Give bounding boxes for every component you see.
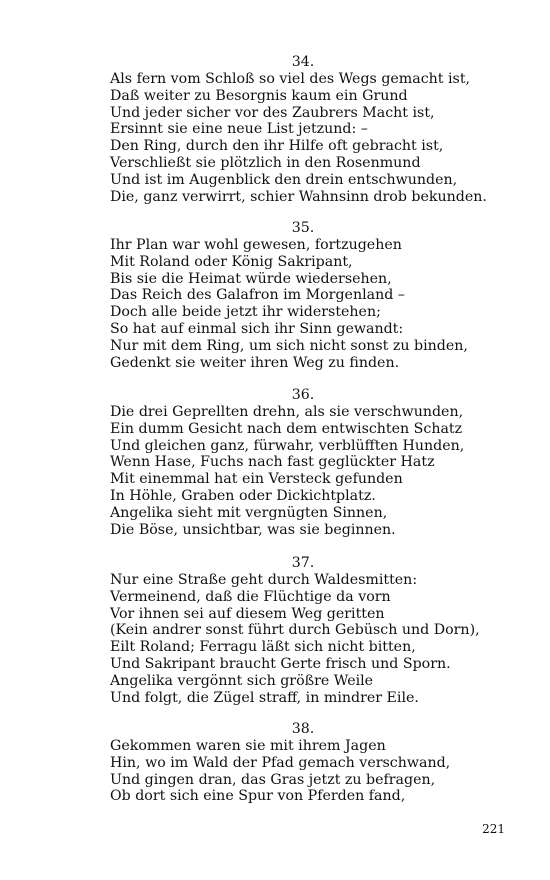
verse-line: Ob dort sich eine Spur von Pferden fand,: [110, 788, 406, 805]
verse-line: Ersinnt sie eine neue List jetzund: –: [110, 121, 368, 138]
verse-line: Doch alle beide jetzt ihr widerstehen;: [110, 304, 381, 321]
verse-line: Wenn Hase, Fuchs nach fast geglückter Hatz: [110, 454, 435, 471]
verse-line: Mit einemmal hat ein Versteck gefunden: [110, 471, 403, 488]
stanza-34: [110, 54, 510, 206]
stanza-37: [110, 555, 510, 707]
stanza-number: 34.: [291, 54, 315, 70]
stanza-number: 36.: [291, 387, 315, 403]
verse-line: Die Böse, unsichtbar, was sie beginnen.: [110, 521, 396, 538]
verse-line: Ihr Plan war wohl gewesen, fortzugehen: [110, 236, 402, 253]
verse-line: Und gingen dran, das Gras jetzt zu befragen,: [110, 771, 436, 788]
stanza-number: 38.: [291, 721, 315, 737]
stanza-number: 37.: [291, 555, 315, 571]
verse-line: Und gleichen ganz, fürwahr, verblüfften Hunden,: [110, 437, 465, 454]
verse-line: Angelika sieht mit vergnügten Sinnen,: [110, 504, 388, 521]
verse-line: So hat auf einmal sich ihr Sinn gewandt:: [110, 321, 404, 338]
verse-line: Nur mit dem Ring, um sich nicht sonst zu binden,: [110, 337, 468, 354]
verse-line: Gekommen waren sie mit ihrem Jagen: [110, 737, 386, 754]
verse-line: Hin, wo im Wald der Pfad gemach verschwand,: [110, 754, 451, 771]
verse-line: Angelika vergönnt sich größre Weile: [110, 672, 374, 689]
stanza-36: [110, 387, 510, 539]
verse-line: Ein dumm Gesicht nach dem entwischten Schatz: [110, 420, 463, 437]
verse-line: Und folgt, die Zügel straff, in mindrer Eile.: [110, 689, 419, 706]
verse-line: Vor ihnen sei auf diesem Weg geritten: [110, 605, 385, 622]
verse-line: Bis sie die Heimat würde wiedersehen,: [110, 270, 392, 287]
stanza-38: [110, 721, 510, 805]
stanza-35: [110, 220, 510, 372]
verse-line: Und ist im Augenblick den drein entschwunden,: [110, 171, 458, 188]
verse-line: Gedenkt sie weiter ihren Weg zu finden.: [110, 354, 400, 371]
verse-line: Die drei Geprellten drehn, als sie verschwunden,: [110, 403, 464, 420]
verse-line: Mit Roland oder König Sakripant,: [110, 253, 353, 270]
verse-line: In Höhle, Graben oder Dickichtplatz.: [110, 488, 376, 505]
verse-line: Als fern vom Schloß so viel des Wegs gemacht ist,: [110, 70, 471, 87]
verse-line: Nur eine Straße geht durch Waldesmitten:: [110, 571, 418, 588]
verse-line: Und Sakripant braucht Gerte frisch und Sporn.: [110, 656, 451, 673]
page-number: 221: [482, 822, 505, 836]
verse-line: Daß weiter zu Besorgnis kaum ein Grund: [110, 87, 408, 104]
stanza-number: 35.: [291, 220, 315, 236]
verse-line: Und jeder sicher vor des Zaubrers Macht ist,: [110, 104, 435, 121]
verse-line: Eilt Roland; Ferragu läßt sich nicht bitten,: [110, 639, 416, 656]
verse-line: Verschließt sie plötzlich in den Rosenmund: [110, 155, 421, 172]
verse-line: Die, ganz verwirrt, schier Wahnsinn drob bekunden.: [110, 188, 487, 205]
verse-line: Den Ring, durch den ihr Hilfe oft gebracht ist,: [110, 138, 444, 155]
verse-line: Das Reich des Galafron im Morgenland –: [110, 287, 405, 304]
verse-line: Vermeinend, daß die Flüchtige da vorn: [110, 588, 391, 605]
verse-line: (Kein andrer sonst führt durch Gebüsch und Dorn),: [110, 622, 480, 639]
